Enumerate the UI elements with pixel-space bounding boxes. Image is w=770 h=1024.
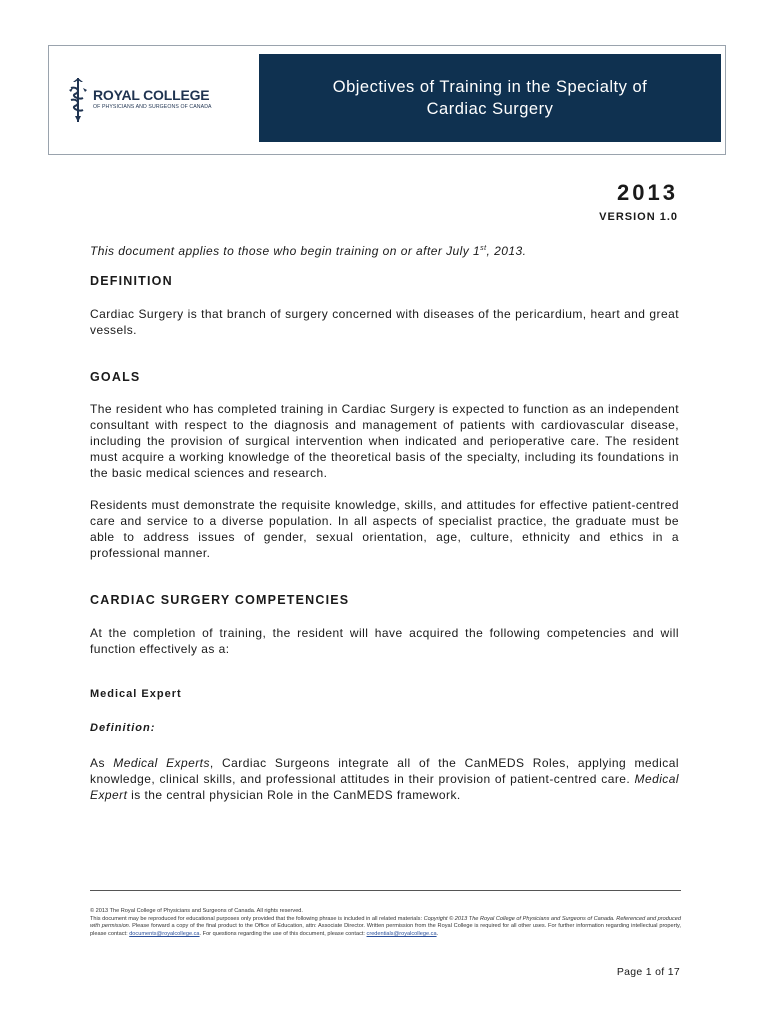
footer-email-credentials-link[interactable]: credentials@royalcollege.ca [366, 930, 437, 937]
footer-permissions-d: . [436, 930, 439, 937]
goals-paragraph-1: The resident who has completed training in Cardiac Surgery is expected to function as an independent consultant with respect to the diagnosis and management of patients with cardiovascular disease, including the provision of surgical intervention when indicated and perioperative care. The resident must acquire a working knowledge of the theoretical basis of the specialty, including its foundations in the basic medical sciences and research. [90, 402, 679, 480]
document-header [48, 45, 726, 155]
me-text-mid: , Cardiac Surgeons integrate all of the CanMEDS Roles, applying medical knowledge, clinical skills, and professional attitudes in their provision of patient-centred care. [90, 756, 679, 786]
footer-email-documents-link[interactable]: documents@royalcollege.ca [129, 930, 200, 937]
me-text-end: is the central physician Role in the CanMEDS framework. [127, 788, 461, 802]
goals-heading: GOALS [90, 370, 141, 384]
document-title-line-2: Cardiac Surgery [426, 100, 554, 118]
competencies-heading: CARDIAC SURGERY COMPETENCIES [90, 593, 350, 607]
footer-divider [90, 890, 681, 891]
footer-copyright-phrase: Copyright © 2013 The Royal College of Physicians and Surgeons of Canada. Referenced and produced with permission. [90, 915, 681, 930]
document-year: 2013 [617, 180, 678, 205]
document-title-line-1: Objectives of Training in the Specialty of [332, 78, 648, 96]
applicability-sup: st [480, 245, 487, 252]
medical-expert-definition-text [90, 755, 679, 803]
page-number: Page 1 of 17 [616, 966, 680, 978]
me-role-medical-expert: Medical Expert [90, 772, 679, 802]
logo-subtitle-text: OF PHYSICIANS AND SURGEONS OF CANADA [93, 104, 212, 110]
competencies-intro: At the completion of training, the resident will have acquired the following competencies and will function effectively as a: [90, 626, 679, 656]
applicability-statement [90, 241, 679, 259]
me-text-as: As [90, 756, 114, 770]
footer-notice [90, 908, 681, 938]
medical-expert-heading: Medical Expert [90, 688, 182, 700]
applicability-prefix: This document applies to those who begin training on or after July 1 [90, 244, 481, 258]
royal-college-emblem-icon [67, 76, 89, 124]
footer-permissions-b: Please forward a copy of the final product to the Office of Education, attn: Associate Director. Written permission from the Royal College is required for all other uses. For further information regarding intellectual property, please contact: [90, 923, 681, 937]
applicability-suffix: , 2013. [486, 244, 527, 258]
medical-expert-definition-label: Definition: [90, 722, 156, 734]
document-version: VERSION 1.0 [599, 211, 678, 223]
logo-brand-text: ROYAL COLLEGE [93, 87, 210, 103]
title-panel [259, 54, 721, 142]
footer-permissions-c: . For questions regarding the use of this document, please contact: [199, 930, 367, 937]
footer-permissions-a: This document may be reproduced for educational purposes only provided that the following phrase is included in all related materials: [90, 915, 424, 922]
goals-paragraph-2: Residents must demonstrate the requisite knowledge, skills, and attitudes for effective patient-centred care and service to a diverse population. In all aspects of specialist practice, the graduate must be able to address issues of gender, sexual orientation, age, culture, ethnicity and ethics in a professional manner. [90, 498, 679, 560]
royal-college-logo [67, 76, 227, 126]
footer-copyright: © 2013 The Royal College of Physicians and Surgeons of Canada. All rights reserved. [90, 908, 303, 914]
me-role-medical-experts: Medical Experts [113, 756, 210, 770]
definition-heading: DEFINITION [90, 274, 173, 288]
footer-permissions [90, 916, 681, 939]
definition-text: Cardiac Surgery is that branch of surgery concerned with diseases of the pericardium, heart and great vessels. [90, 307, 679, 337]
